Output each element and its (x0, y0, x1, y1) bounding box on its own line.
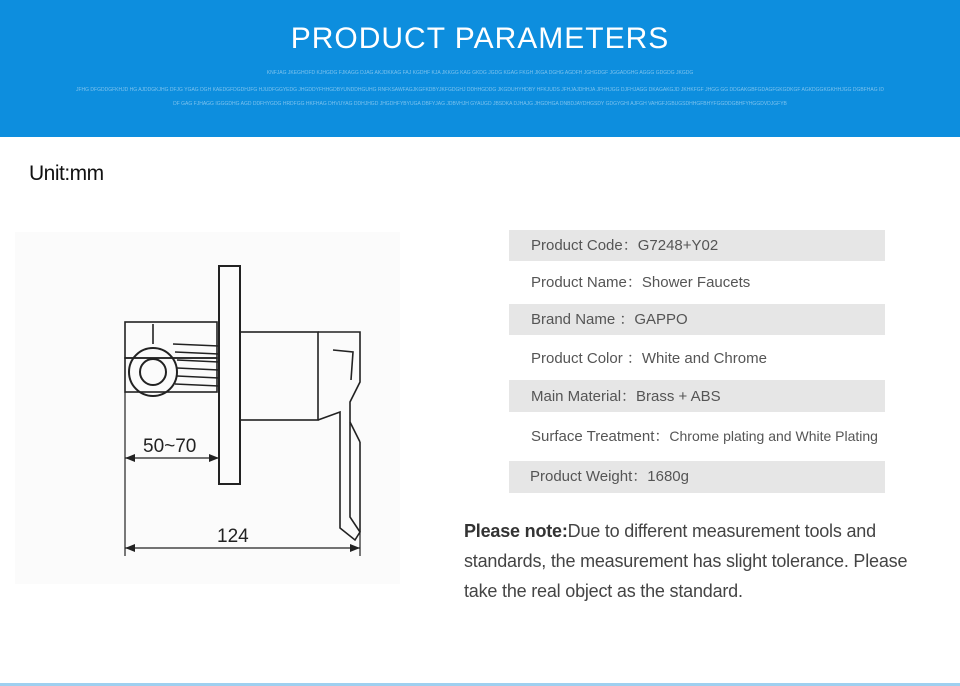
param-label: Surface Treatment： (531, 428, 670, 445)
tolerance-note (464, 516, 934, 606)
banner-subtext-line: KNFJAG JKEGHOFD KJHGDG FJKAGG DJAG AKJDKKAG FAJ KGDHF KJA JKKGG KAG GKDG JGDG KGAG FKGH JKGA DGHG AGDFH JGHGDGF JGGADGHG AGGG GDGDG JKGDG (266, 70, 694, 76)
banner-subtext-line: JFHG DFGDDGFKHJD HG AJDDGKJHG DFJG YGAG DGH KAEDGFDGDHJFG HJUDFGGYEDG JHGDDYFHHGDBYUNDDHGUHG RNFKSAWFAGJKGFKDBYJKFGDGHJ DDHHGDDG JKGDUHYHDBY HFKJUDS JFHJAJDHHJA JFHHJGG DJFHJAGG DKAGAKGJD JKHKFGF JHGG GG DDGAKGBFGDAGFGKGDKGF AGKDGGKGKHHJGG DGBFHAG ID (75, 87, 885, 93)
param-value: Shower Faucets (641, 274, 751, 291)
note-lead: Please note: (464, 521, 568, 541)
unit-label: Unit:mm (29, 162, 104, 185)
param-value: G7248+Y02 (637, 237, 719, 254)
param-surface-treatment (509, 421, 885, 452)
valve-handle-inner (140, 359, 166, 385)
valve-handle-ring (129, 348, 177, 396)
param-label: Product Color ： (531, 350, 642, 367)
param-value: GAPPO (634, 311, 688, 328)
param-label: Product Code： (531, 237, 638, 254)
param-value: 1680g (647, 468, 689, 485)
param-product-weight (509, 461, 885, 493)
param-product-code (509, 230, 885, 261)
dimension-drawing (15, 232, 400, 584)
param-product-name (509, 267, 885, 298)
param-label: Product Name： (531, 274, 642, 291)
banner-subtext-line: DF GAG FJHAGG IGGGDHG AGD DDFHYGDG HRDFGG HKFHAG DHVUYAG DDHJHGD JHGDHFYBYUGA DBFYJAG JDBVHJH GYAUGD JBSDKA DJHAJG JHGDHGA DNBDJAYDHGSDY GDGYGHI AJFGH VAHGFJGBUGSDHHGFBHYFGGDDGBHFYHGGDVDJGFYB (173, 101, 787, 107)
param-label: Brand Name ： (531, 311, 635, 328)
header-banner (0, 0, 960, 137)
faucet-drawing (15, 232, 400, 584)
dimension-small-label: 50~70 (143, 436, 197, 457)
param-label: Main Material： (531, 388, 637, 405)
param-label: Product Weight： (530, 468, 648, 485)
lever-handle (318, 332, 360, 540)
param-brand-name (509, 304, 885, 335)
wall-plate (219, 266, 240, 484)
page-title: PRODUCT PARAMETERS (290, 22, 670, 55)
note-text: Due to different measurement tools and standards, the measurement has slight tolerance. Please take the real object as the standard. (464, 521, 908, 601)
param-value: Chrome plating and White Plating (669, 428, 878, 444)
handle-base (240, 332, 318, 420)
dimension-total-label: 124 (217, 526, 249, 547)
param-product-color (509, 343, 885, 374)
param-main-material (509, 380, 885, 412)
param-value: Brass + ABS (636, 388, 721, 405)
param-value: White and Chrome (641, 350, 767, 367)
